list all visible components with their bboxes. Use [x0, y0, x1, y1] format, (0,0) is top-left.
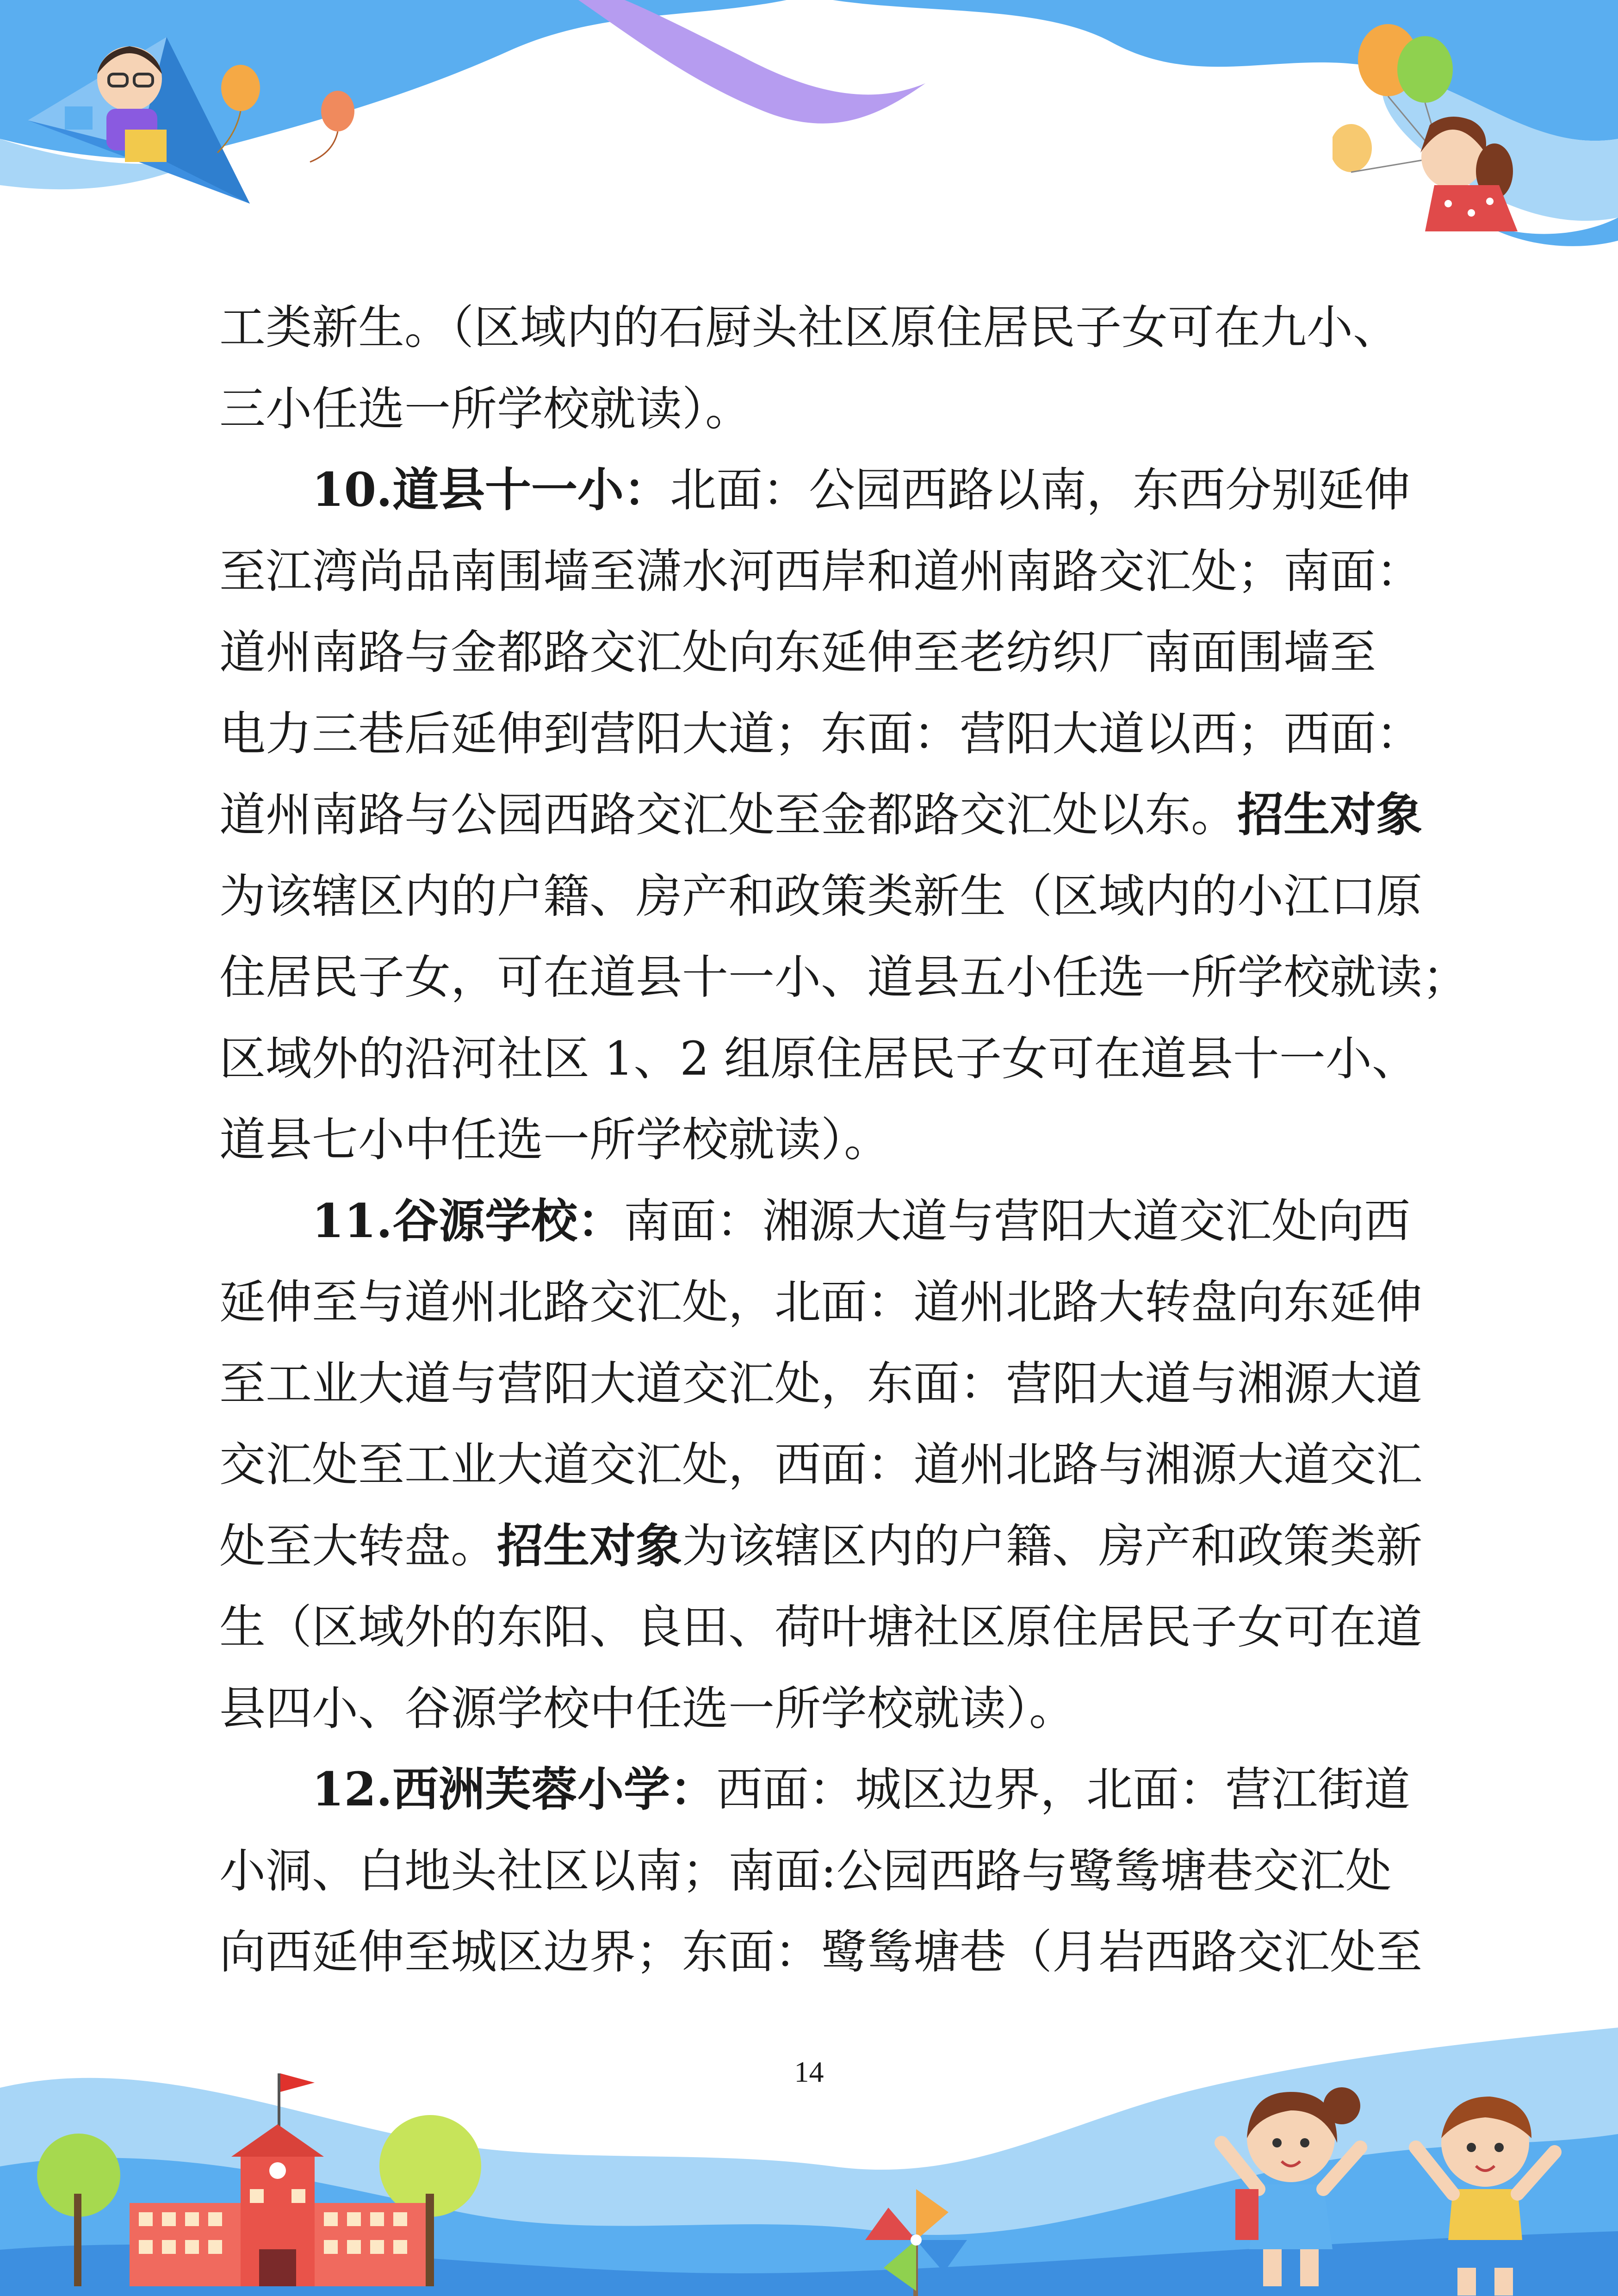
- bold-term: 招生对象: [1237, 787, 1422, 842]
- text-run: 交汇处至工业大道交汇处，西面：道州北路与湘源大道交汇: [219, 1437, 1422, 1492]
- pinwheel-illustration: [851, 2184, 981, 2296]
- balloon-girl-illustration: [1333, 19, 1573, 236]
- text-run: 住居民子女，可在道县十一小、道县五小任选一所学校就读；: [219, 950, 1469, 1004]
- document-body: [219, 287, 1469, 1993]
- text-line: [219, 1262, 1422, 1343]
- text-line: [219, 368, 1404, 450]
- text-line: [219, 1587, 1422, 1668]
- text-line: [219, 1099, 1404, 1181]
- text-line: [219, 1668, 1404, 1749]
- text-line: [219, 1506, 1422, 1587]
- text-run: 道州南路与公园西路交汇处至金都路交汇处以东。: [219, 788, 1237, 842]
- paragraph-school-10: [219, 449, 1469, 1181]
- text-line: [219, 1424, 1422, 1506]
- text-line: [219, 287, 1404, 368]
- small-balloons-illustration: [208, 60, 375, 180]
- paragraph-continuation: [219, 287, 1404, 449]
- text-run: 为该辖区内的户籍、房产和政策类新生（区域内的小江口原: [219, 869, 1422, 923]
- text-run: 道县七小中任选一所学校就读）。: [219, 1113, 890, 1167]
- text-line: [219, 1343, 1422, 1425]
- text-run: 为该辖区内的户籍、房产和政策类新: [682, 1518, 1422, 1573]
- text-line: [219, 1749, 1410, 1830]
- text-run: 小洞、白地头社区以南；南面:公园西路与鹭鸶塘巷交汇处: [219, 1843, 1392, 1898]
- text-run: 道州南路与金都路交汇处向东延伸至老纺织厂南面围墙至: [219, 625, 1376, 679]
- paragraph-school-11: [219, 1181, 1422, 1749]
- girl-waving-illustration: [1203, 2073, 1379, 2296]
- school-building-illustration: [28, 2055, 490, 2296]
- text-line: [219, 693, 1422, 775]
- text-line: [219, 612, 1404, 693]
- paragraph-school-12: [219, 1749, 1422, 1993]
- text-line: [219, 856, 1422, 937]
- text-run: 南面：湘源大道与营阳大道交汇处向西: [623, 1194, 1410, 1248]
- text-line: [219, 937, 1469, 1018]
- text-line: [219, 449, 1410, 531]
- section-heading: 11.谷源学校：: [312, 1193, 624, 1248]
- text-run: 北面：公园西路以南，东西分别延伸: [670, 463, 1410, 517]
- text-run: 区域外的沿河社区 1、2 组原住居民子女可在道县十一小、: [219, 1031, 1418, 1086]
- bold-term: 招生对象: [497, 1518, 682, 1573]
- text-line: [219, 1018, 1418, 1100]
- text-run: 处至大转盘。: [219, 1518, 497, 1573]
- boy-waving-illustration: [1397, 2073, 1573, 2296]
- text-run: 工类新生。（区域内的石厨头社区原住居民子女可在九小、: [219, 300, 1399, 355]
- text-run: 电力三巷后延伸到营阳大道；东面：营阳大道以西；西面：: [219, 706, 1422, 761]
- text-line: [219, 774, 1422, 856]
- text-line: [219, 1830, 1404, 1912]
- text-run: 至江湾尚品南围墙至潇水河西岸和道州南路交汇处；南面：: [219, 544, 1422, 598]
- text-line: [219, 531, 1422, 612]
- text-run: 向西延伸至城区边界；东面：鹭鸶塘巷（月岩西路交汇处至: [219, 1925, 1422, 1979]
- text-run: 县四小、谷源学校中任选一所学校就读）。: [219, 1681, 1075, 1736]
- text-run: 三小任选一所学校就读）。: [219, 381, 751, 436]
- text-run: 西面：城区边界，北面：营江街道: [716, 1762, 1410, 1817]
- page-number: 14: [794, 2055, 824, 2088]
- section-heading: 10.道县十一小：: [312, 462, 670, 517]
- text-run: 生（区域外的东阳、良田、荷叶塘社区原住居民子女可在道: [219, 1600, 1422, 1654]
- text-run: 至工业大道与营阳大道交汇处，东面：营阳大道与湘源大道: [219, 1356, 1422, 1411]
- text-run: 延伸至与道州北路交汇处，北面：道州北路大转盘向东延伸: [219, 1275, 1422, 1329]
- text-line: [219, 1181, 1410, 1262]
- section-heading: 12.西洲芙蓉小学：: [312, 1762, 716, 1817]
